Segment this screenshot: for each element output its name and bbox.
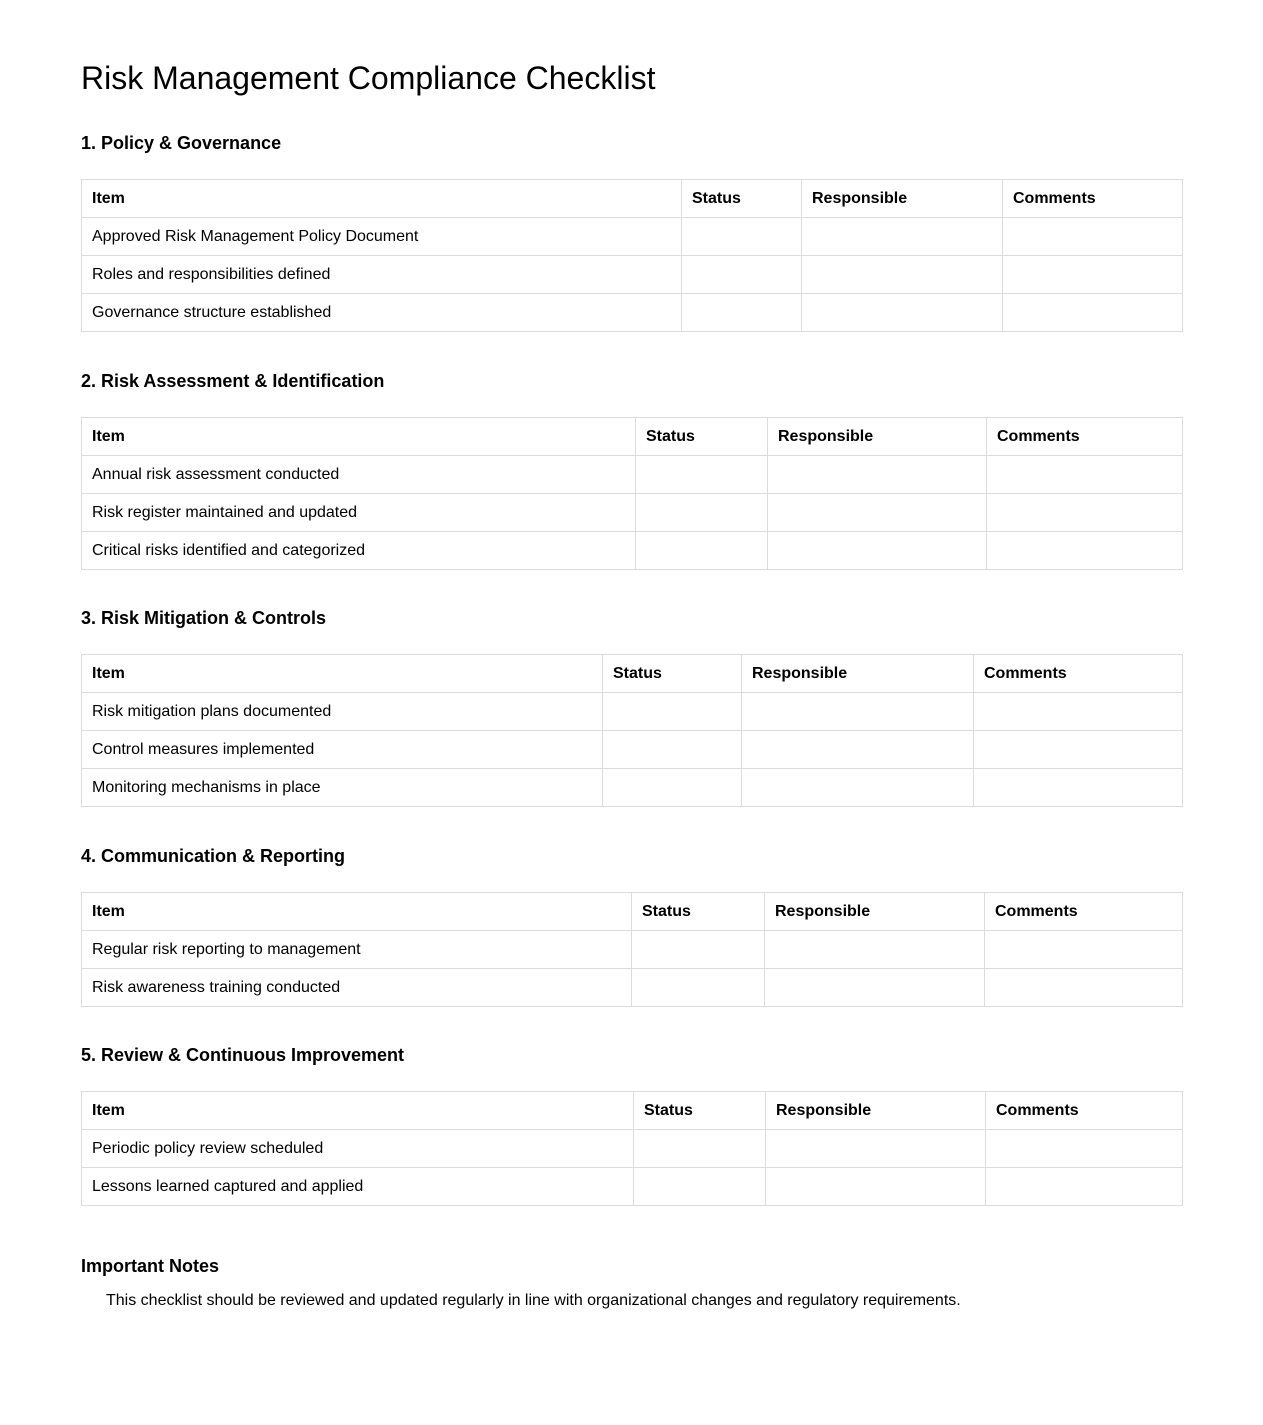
page-title: Risk Management Compliance Checklist [81,60,656,96]
responsible-cell[interactable] [768,456,987,494]
column-header-item: Item [82,893,632,931]
section-heading: 4. Communication & Reporting [81,846,346,866]
table-header-row [82,418,1183,456]
table-row [82,1168,1183,1206]
important-notes [81,1255,1182,1309]
table-row [82,456,1183,494]
comments-cell[interactable] [985,931,1183,969]
item-cell: Roles and responsibilities defined [82,256,682,294]
responsible-cell[interactable] [768,532,987,570]
column-header-item: Item [82,655,603,693]
column-header-status: Status [603,655,742,693]
column-header-comments: Comments [985,893,1183,931]
item-cell: Periodic policy review scheduled [82,1130,634,1168]
section-heading: 3. Risk Mitigation & Controls [81,608,327,628]
column-header-status: Status [682,180,802,218]
responsible-cell[interactable] [742,769,974,807]
status-cell[interactable] [634,1168,766,1206]
section-risk-assessment [81,370,1182,570]
notes-heading: Important Notes [81,1256,220,1276]
responsible-cell[interactable] [802,294,1003,332]
responsible-cell[interactable] [766,1168,986,1206]
section-heading: 5. Review & Continuous Improvement [81,1045,405,1065]
status-cell[interactable] [634,1130,766,1168]
item-cell: Monitoring mechanisms in place [82,769,603,807]
table-row [82,769,1183,807]
table-row [82,294,1183,332]
item-cell: Risk mitigation plans documented [82,693,603,731]
status-cell[interactable] [682,218,802,256]
status-cell[interactable] [603,769,742,807]
status-cell[interactable] [636,494,768,532]
notes-text-clip [81,1291,1182,1309]
column-header-status: Status [634,1092,766,1130]
comments-cell[interactable] [974,731,1183,769]
notes-text: This checklist should be reviewed and updated regularly in line with organizational changes and regulatory requirements. [106,1292,961,1309]
column-header-comments: Comments [1003,180,1183,218]
status-cell[interactable] [603,693,742,731]
responsible-cell[interactable] [802,256,1003,294]
column-header-status: Status [636,418,768,456]
status-cell[interactable] [636,456,768,494]
responsible-cell[interactable] [802,218,1003,256]
column-header-item: Item [82,418,636,456]
table-row [82,931,1183,969]
table-row [82,969,1183,1007]
status-cell[interactable] [636,532,768,570]
item-cell: Annual risk assessment conducted [82,456,636,494]
column-header-item: Item [82,180,682,218]
comments-cell[interactable] [987,532,1183,570]
checklist-table [81,892,1183,1007]
status-cell[interactable] [632,969,765,1007]
status-cell[interactable] [603,731,742,769]
table-row [82,218,1183,256]
comments-cell[interactable] [986,1168,1183,1206]
table-row [82,1130,1183,1168]
section-heading: 2. Risk Assessment & Identification [81,371,385,391]
table-header-row [82,893,1183,931]
section-policy-governance [81,132,1182,332]
comments-cell[interactable] [1003,218,1183,256]
checklist-table [81,417,1183,570]
checklist-table [81,1091,1183,1206]
table-header-row [82,180,1183,218]
item-cell: Risk awareness training conducted [82,969,632,1007]
column-header-responsible: Responsible [768,418,987,456]
responsible-cell[interactable] [742,693,974,731]
table-row [82,494,1183,532]
column-header-item: Item [82,1092,634,1130]
comments-cell[interactable] [985,969,1183,1007]
section-heading: 1. Policy & Governance [81,133,282,153]
table-header-row [82,655,1183,693]
responsible-cell[interactable] [768,494,987,532]
responsible-cell[interactable] [765,969,985,1007]
responsible-cell[interactable] [742,731,974,769]
item-cell: Governance structure established [82,294,682,332]
table-row [82,693,1183,731]
section-risk-mitigation [81,607,1182,807]
item-cell: Approved Risk Management Policy Document [82,218,682,256]
responsible-cell[interactable] [766,1130,986,1168]
column-header-comments: Comments [974,655,1183,693]
item-cell: Critical risks identified and categorized [82,532,636,570]
responsible-cell[interactable] [765,931,985,969]
comments-cell[interactable] [987,456,1183,494]
status-cell[interactable] [682,294,802,332]
column-header-responsible: Responsible [766,1092,986,1130]
column-header-status: Status [632,893,765,931]
comments-cell[interactable] [987,494,1183,532]
column-header-responsible: Responsible [742,655,974,693]
comments-cell[interactable] [1003,294,1183,332]
table-row [82,731,1183,769]
column-header-comments: Comments [987,418,1183,456]
comments-cell[interactable] [986,1130,1183,1168]
status-cell[interactable] [632,931,765,969]
column-header-responsible: Responsible [765,893,985,931]
column-header-responsible: Responsible [802,180,1003,218]
checklist-table [81,654,1183,807]
column-header-comments: Comments [986,1092,1183,1130]
table-row [82,256,1183,294]
table-row [82,532,1183,570]
comments-cell[interactable] [1003,256,1183,294]
section-review-improvement [81,1044,1182,1206]
checklist-table [81,179,1183,332]
section-communication-reporting [81,845,1182,1007]
item-cell: Risk register maintained and updated [82,494,636,532]
comments-cell[interactable] [974,769,1183,807]
status-cell[interactable] [682,256,802,294]
item-cell: Regular risk reporting to management [82,931,632,969]
comments-cell[interactable] [974,693,1183,731]
item-cell: Control measures implemented [82,731,603,769]
item-cell: Lessons learned captured and applied [82,1168,634,1206]
table-header-row [82,1092,1183,1130]
